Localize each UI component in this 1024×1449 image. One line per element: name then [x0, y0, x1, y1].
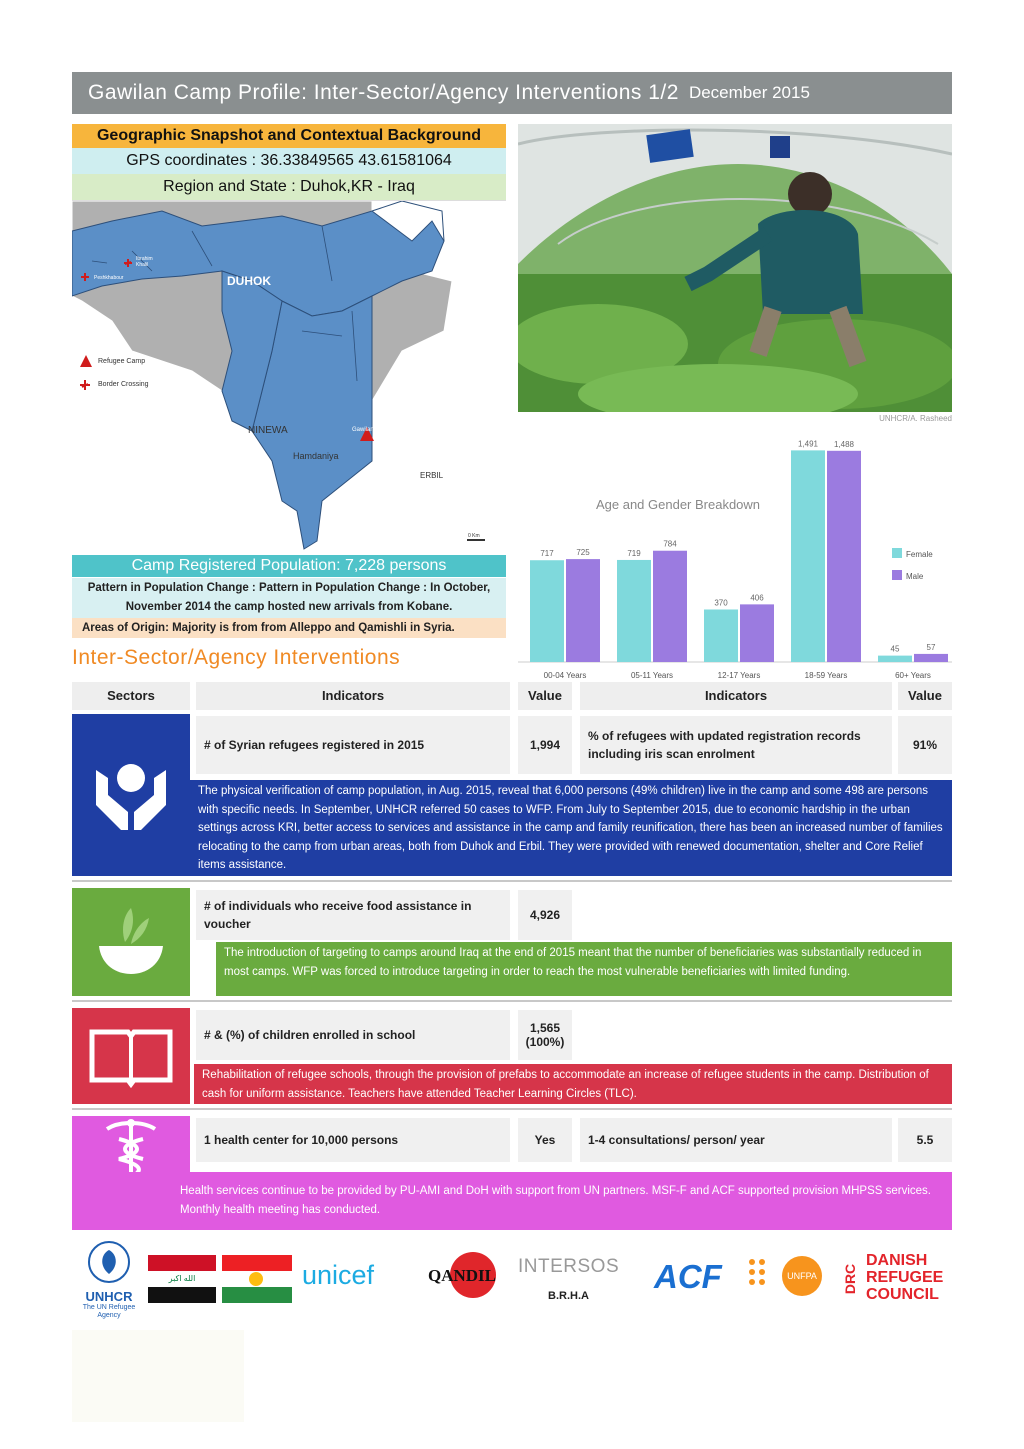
food-value: 4,926 — [518, 890, 572, 940]
population-title: Camp Registered Population: 7,228 persons — [72, 555, 506, 577]
bar-male-2 — [740, 604, 774, 662]
separator — [72, 1000, 952, 1002]
report-date: December 2015 — [688, 83, 810, 102]
protection-narrative: The physical verification of camp population, in Aug. 2015, reveal that 6,000 persons (49% children) live in the camp and some 498 are persons with specific needs. In September, UNHCR referred 50 cases to WFP. From July to September 2015, due to economic hardship in the urban settings across KRI, better access to services and assistance in the camp and family reunification, there has been an increased number of families relocating to the camp from urban areas, both from Duhok and Erbil. They were provided with renewed documentation, shelter and Core Relief items assistance. — [190, 780, 952, 876]
bar-female-0 — [530, 560, 564, 662]
legend-label-male: Male — [906, 572, 924, 581]
bar-male-3 — [827, 451, 861, 662]
unhcr-text: UNHCR — [85, 1289, 133, 1304]
col-sectors: Sectors — [72, 682, 190, 710]
data-label-female-0: 717 — [540, 549, 554, 559]
bar-female-4 — [878, 656, 912, 662]
col-indicators: Indicators — [196, 682, 510, 710]
map-label-ibrahim-khalil: Ibrahim Khalil — [136, 256, 153, 268]
data-label-female-3: 1,491 — [797, 439, 819, 449]
separator — [72, 1108, 952, 1110]
kurdistan-flag — [222, 1255, 292, 1303]
health-value: Yes — [518, 1118, 572, 1162]
unfpa-dots-icon — [746, 1256, 782, 1292]
tick-label-4: 60+ Years — [895, 671, 931, 680]
data-label-male-3: 1,488 — [833, 439, 855, 449]
protection-indicator: # of Syrian refugees registered in 2015 — [196, 716, 510, 774]
unhcr-emblem-icon — [87, 1240, 131, 1284]
interventions-heading: Inter-Sector/Agency Interventions — [72, 646, 401, 669]
food-indicator: # of individuals who receive food assistance in voucher — [196, 890, 510, 940]
food-bowl-icon — [91, 902, 171, 982]
unhcr-subtext: The UN Refugee Agency — [82, 1304, 136, 1319]
education-indicator: # & (%) of children enrolled in school — [196, 1010, 510, 1060]
tick-label-2: 12-17 Years — [717, 671, 761, 680]
brha-logo: B.R.H.A — [548, 1290, 589, 1302]
drc-logo — [842, 1252, 952, 1308]
tick-label-1: 05-11 Years — [630, 671, 674, 680]
legend-swatch-male — [892, 570, 902, 580]
food-sector — [72, 888, 190, 996]
data-label-male-2: 406 — [750, 593, 764, 603]
iraq-flag: الله اكبر — [148, 1255, 216, 1303]
unicef-logo: unicef — [302, 1260, 375, 1290]
map-label-peshkhabour: Peshkhabour — [94, 275, 124, 281]
protection-value-2: 91% — [898, 716, 952, 774]
blank-panel — [72, 1330, 244, 1422]
page-title: Gawilan Camp Profile: Inter-Sector/Agency Interventions 1/2 — [88, 81, 679, 104]
data-label-male-1: 784 — [663, 539, 677, 549]
health-value-2: 5.5 — [898, 1118, 952, 1162]
map-graphic — [72, 201, 506, 550]
legend-border-label: Border Crossing — [98, 381, 149, 388]
map-label-ninewa: NINEWA — [248, 425, 288, 436]
education-narrative: Rehabilitation of refugee schools, through the provision of prefabs to accommodate an increase of refugee students in the camp. Distribution of cash for uniform assistance. Teachers have attended Teacher Learning Circles (TLC). — [194, 1064, 952, 1104]
separator — [72, 880, 952, 882]
photo-illustration — [518, 124, 952, 412]
col-value-2: Value — [898, 682, 952, 710]
chart-title: Age and Gender Breakdown — [595, 497, 761, 512]
chart-svg — [518, 428, 952, 686]
data-label-female-4: 45 — [890, 644, 900, 654]
field-photo — [518, 124, 952, 412]
data-label-male-4: 57 — [926, 642, 936, 652]
qandil-logo — [428, 1252, 514, 1302]
areas-of-origin: Areas of Origin: Majority is from from Alleppo and Qamishli in Syria. — [72, 618, 506, 638]
unhcr-logo — [74, 1240, 144, 1322]
acf-logo: ACF — [654, 1258, 722, 1295]
health-indicator: 1 health center for 10,000 persons — [196, 1118, 510, 1162]
tick-label-0: 00-04 Years — [543, 671, 587, 680]
data-label-male-0: 725 — [576, 548, 590, 558]
population-pattern: Pattern in Population Change : Pattern in Population Change : In October, November 2014 the camp hosted new arrivals from Kobane. — [72, 578, 506, 618]
location-map — [72, 200, 506, 550]
education-value: 1,565 (100%) — [518, 1010, 572, 1060]
map-label-erbil: ERBIL — [420, 471, 444, 480]
legend-label-female: Female — [906, 550, 933, 559]
unfpa-logo — [746, 1256, 826, 1296]
intersos-logo: INTERSOS — [518, 1256, 620, 1277]
book-icon — [88, 1024, 174, 1088]
photo-credit: UNHCR/A. Rasheed — [879, 414, 952, 423]
bar-male-1 — [653, 551, 687, 662]
age-gender-chart — [518, 428, 952, 686]
col-value: Value — [518, 682, 572, 710]
bar-female-2 — [704, 609, 738, 662]
bar-female-1 — [617, 560, 651, 662]
education-sector — [72, 1008, 190, 1104]
map-scale: 0 Km — [468, 533, 480, 539]
protection-sector — [72, 714, 190, 876]
protection-hands-icon — [86, 750, 176, 840]
gps-coordinates: GPS coordinates : 36.33849565 43.61581064 — [72, 148, 506, 174]
qandil-text: QANDIL — [428, 1266, 497, 1285]
map-label-gawilan: Gawilan — [352, 427, 374, 433]
protection-indicator-2: % of refugees with updated registration records including iris scan enrolment — [580, 716, 892, 774]
health-narrative: Health services continue to be provided by PU-AMI and DoH with support from UN partners. MSF-F and ACF supported provision MHPSS services. Monthly health meeting has conducted. — [72, 1172, 952, 1230]
drc-line2: REFUGEE — [866, 1269, 944, 1286]
tick-label-3: 18-59 Years — [804, 671, 848, 680]
col-indicators-2: Indicators — [580, 682, 892, 710]
snapshot-heading: Geographic Snapshot and Contextual Background — [72, 124, 506, 148]
bar-female-3 — [791, 450, 825, 662]
unfpa-text: UNFPA — [782, 1256, 822, 1296]
food-narrative: The introduction of targeting to camps around Iraq at the end of 2015 meant that the number of beneficiaries was substantially reduced in most camps. WFP was forced to introduce targeting in order to reach the most vulnerable beneficiaries with limited funding. — [216, 942, 952, 996]
bar-male-4 — [914, 654, 948, 662]
data-label-female-2: 370 — [714, 598, 728, 608]
protection-value: 1,994 — [518, 716, 572, 774]
drc-line1: DANISH — [866, 1252, 928, 1269]
legend-camp-label: Refugee Camp — [98, 358, 146, 365]
data-label-female-1: 719 — [627, 548, 641, 558]
map-label-duhok: DUHOK — [227, 274, 271, 288]
health-indicator-2: 1-4 consultations/ person/ year — [580, 1118, 892, 1162]
map-label-hamdaniya: Hamdaniya — [293, 451, 339, 461]
bar-male-0 — [566, 559, 600, 662]
drc-line3: COUNCIL — [866, 1286, 939, 1303]
region-state: Region and State : Duhok,KR - Iraq — [72, 174, 506, 200]
drc-mark: DRC — [842, 1263, 858, 1295]
legend-swatch-female — [892, 548, 902, 558]
title-bar — [72, 72, 952, 114]
